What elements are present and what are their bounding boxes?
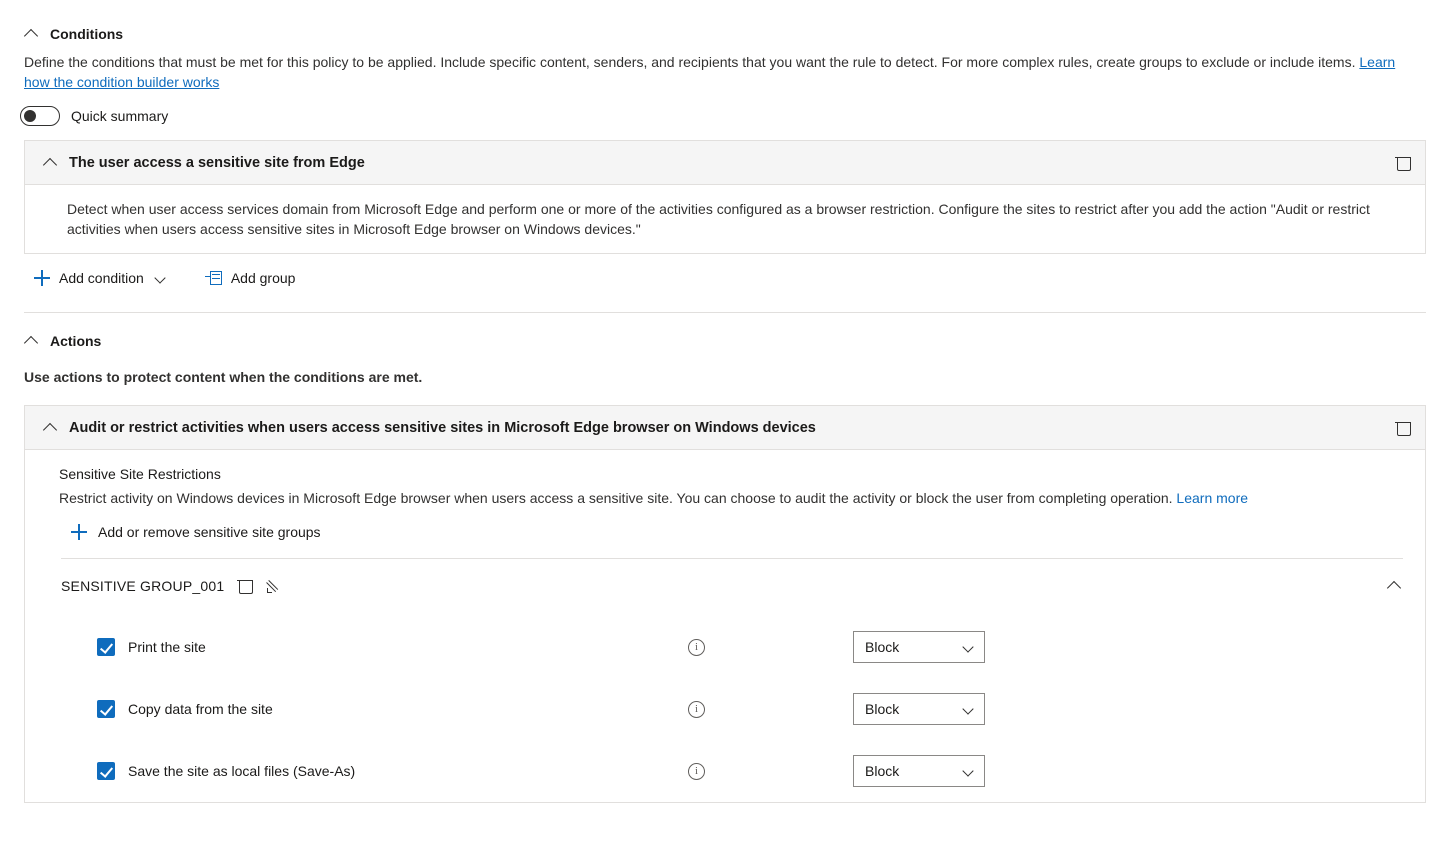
conditions-description-text: Define the conditions that must be met for this policy to be applied. Include specific content, senders, and recipients that you want the rule to detect. For more complex rules, create groups to exclude or include items. [24, 54, 1360, 70]
action-card-header[interactable] [25, 406, 1425, 450]
activity-label: Copy data from the site [128, 701, 273, 717]
add-group-button[interactable] [201, 266, 300, 290]
chevron-down-icon [155, 272, 167, 284]
toggle-knob [24, 110, 36, 122]
activity-action-dropdown[interactable] [853, 631, 985, 663]
activity-label: Save the site as local files (Save-As) [128, 763, 356, 779]
action-card [24, 405, 1426, 803]
chevron-up-icon[interactable] [24, 333, 40, 349]
edit-group-icon[interactable] [266, 577, 283, 594]
chevron-down-icon [964, 766, 975, 777]
chevron-down-icon [964, 704, 975, 715]
condition-card-title: The user access a sensitive site from Edge [69, 154, 365, 171]
chevron-up-icon[interactable] [43, 420, 59, 436]
quick-summary-toggle-row[interactable] [0, 106, 1440, 126]
add-remove-groups-label: Add or remove sensitive site groups [98, 524, 321, 540]
sensitive-site-restrictions-text: Restrict activity on Windows devices in Microsoft Edge browser when users access a sensitive site. You can choose to audit the activity or block the user from completing operation. [59, 490, 1177, 506]
condition-card [24, 140, 1426, 254]
activity-label: Print the site [128, 639, 206, 655]
info-icon[interactable] [688, 701, 705, 718]
condition-builder-learn-link[interactable]: Learn how the condition builder works [24, 54, 1396, 90]
chevron-down-icon [964, 642, 975, 653]
info-icon[interactable] [688, 763, 705, 780]
add-group-label: Add group [230, 270, 296, 286]
sensitive-site-restrictions-title: Sensitive Site Restrictions [59, 466, 221, 482]
policy-editor-page [0, 24, 1440, 852]
quick-summary-label: Quick summary [71, 108, 169, 124]
delete-group-icon[interactable] [237, 577, 253, 594]
activity-row [97, 678, 1425, 740]
add-condition-button[interactable] [30, 266, 171, 290]
sensitive-group-name: SENSITIVE GROUP_001 [61, 577, 225, 594]
plus-icon [34, 270, 50, 286]
activity-action-value: Block [865, 763, 900, 779]
activity-row [97, 740, 1425, 802]
section-divider [24, 312, 1426, 313]
group-divider [61, 558, 1403, 559]
conditions-description [0, 52, 1440, 92]
condition-card-body: Detect when user access services domain from Microsoft Edge and perform one or more of the activities configured as a browser restriction. Configure the sites to restrict after you add the action "Audit or restrict activities when users access sensitive sites in Microsoft Edge browser on Windows devices." [67, 201, 1370, 237]
condition-actions-row [24, 266, 1440, 290]
chevron-up-icon[interactable] [1387, 578, 1403, 594]
add-remove-sensitive-site-groups-button[interactable] [71, 524, 321, 540]
action-card-body [25, 450, 1425, 802]
conditions-title: Conditions [50, 26, 124, 42]
conditions-section-header[interactable] [0, 24, 1440, 44]
activity-checkbox[interactable] [97, 700, 115, 718]
activity-action-value: Block [865, 701, 900, 717]
chevron-up-icon[interactable] [24, 26, 40, 42]
actions-section-header[interactable] [0, 331, 1440, 351]
actions-title: Actions [50, 333, 102, 349]
sensitive-group-row [61, 577, 1403, 594]
chevron-up-icon[interactable] [43, 155, 59, 171]
learn-more-link[interactable]: Learn more [1176, 490, 1249, 506]
add-condition-label: Add condition [59, 270, 144, 286]
delete-icon[interactable] [1395, 154, 1411, 171]
activity-action-dropdown[interactable] [853, 693, 985, 725]
sensitive-site-restrictions-description [25, 482, 1425, 508]
activity-row [97, 616, 1425, 678]
activity-action-dropdown[interactable] [853, 755, 985, 787]
delete-icon[interactable] [1395, 419, 1411, 436]
plus-icon [71, 524, 87, 540]
activity-action-value: Block [865, 639, 900, 655]
activity-checkbox[interactable] [97, 638, 115, 656]
activities-list [25, 616, 1425, 802]
quick-summary-toggle[interactable] [20, 106, 60, 126]
action-card-title: Audit or restrict activities when users access sensitive sites in Microsoft Edge browser on Windows devices [69, 419, 816, 436]
condition-card-header[interactable] [25, 141, 1425, 185]
group-icon [205, 271, 222, 285]
actions-description: Use actions to protect content when the conditions are met. [24, 369, 423, 385]
activity-checkbox[interactable] [97, 762, 115, 780]
info-icon[interactable] [688, 639, 705, 656]
